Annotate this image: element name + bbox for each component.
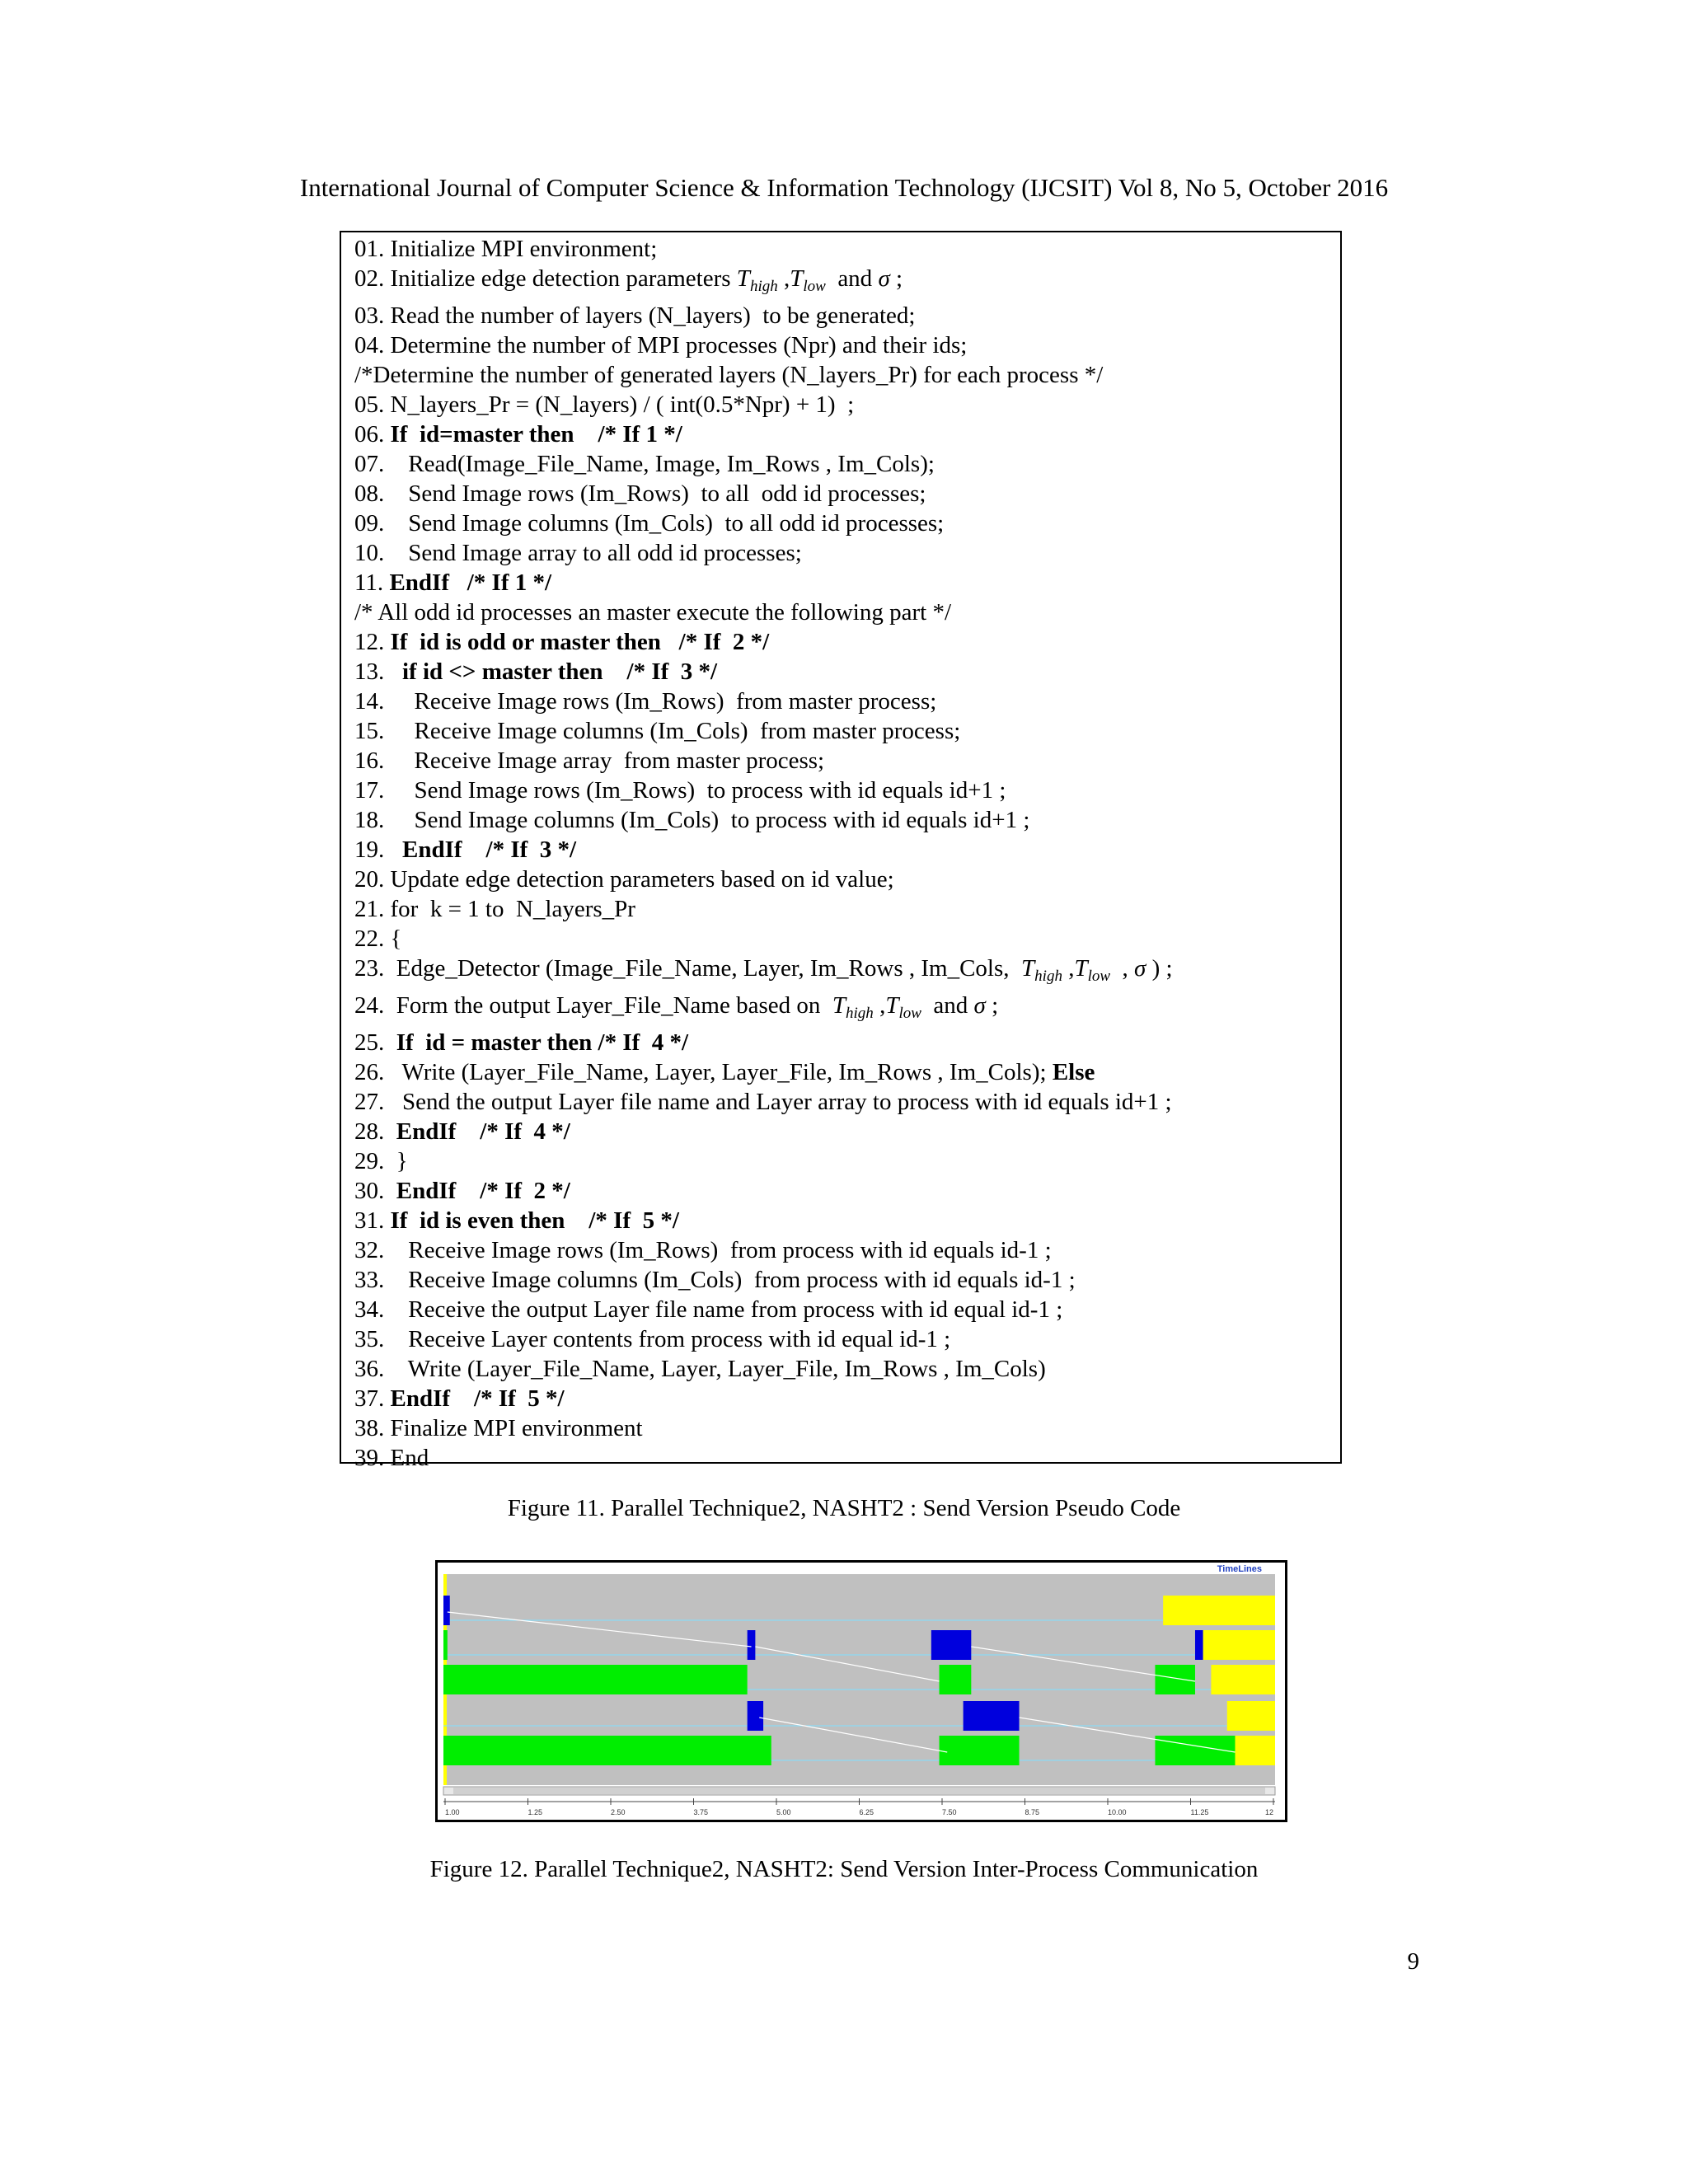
code-line [354,1384,565,1413]
line-text: EndIf /* If 1 */ [389,569,552,596]
line-text: Send Image columns (Im_Cols) to all odd id processes; [408,510,945,537]
segment-compute [443,1630,448,1660]
line-number: 34. [354,1296,409,1323]
line-text: EndIf /* If 3 */ [402,837,577,863]
line-number: 17. [354,777,415,804]
code-line [354,657,717,687]
line-text: for k = 1 to N_layers_Pr [390,896,635,922]
line-text: Determine the number of MPI processes (Npr) and their ids; [390,332,968,359]
line-number: 04. [354,332,391,359]
code-line [354,776,1006,805]
segment-compute [940,1665,972,1694]
axis-tick-label: 3.75 [693,1808,709,1816]
line-text: Send Image rows (Im_Rows) to process with id equals id+1 ; [414,777,1006,804]
code-line [354,1117,570,1146]
line-text: Send Image array to all odd id processes; [408,540,802,566]
line-text: } [396,1148,408,1174]
line-number: 05. [354,391,391,418]
line-text: Write (Layer_File_Name, Layer, Layer_File, Im_Rows , Im_Cols); Else [401,1059,1095,1085]
code-line [354,924,401,954]
segment-io [1211,1665,1275,1694]
code-line [354,1146,408,1176]
line-number: 27. [354,1089,402,1115]
axis-tick-label: 7.50 [942,1808,957,1816]
segment-compute [443,1665,748,1694]
code-line [354,805,1029,835]
line-number: 11. [354,569,390,596]
line-text: Read(Image_File_Name, Image, Im_Rows , Im_Cols); [408,451,935,477]
code-line [354,991,998,1029]
code-line [354,1206,679,1235]
code-line [354,954,1173,991]
line-number: 09. [354,510,409,537]
line-number: 23. [354,955,396,982]
line-number: 33. [354,1267,409,1293]
line-text: if id <> master then /* If 3 */ [402,658,718,685]
line-text: Send Image columns (Im_Cols) to process with id equals id+1 ; [414,807,1030,833]
timeline-title: TimeLines [1217,1564,1262,1574]
line-text: /*Determine the number of generated layers (N_layers_Pr) for each process */ [354,362,1104,388]
line-number: 31. [354,1207,391,1234]
line-number: 37. [354,1385,391,1412]
line-number: 01. [354,236,391,262]
line-number: 22. [354,926,391,952]
axis-tick-label: 10.00 [1108,1808,1127,1816]
code-line [354,627,769,657]
code-line [354,865,894,894]
segment-communication [964,1701,1020,1731]
line-text: Receive Layer contents from process with id equal id-1 ; [408,1326,951,1352]
segment-communication [931,1630,972,1660]
line-text: Edge_Detector (Image_File_Name, Layer, Im_Rows , Im_Cols, $T_{high}$ $,T_{low}$ , σ ) ; [396,955,1173,985]
code-line [354,1413,643,1443]
figure-12-caption: Figure 12. Parallel Technique2, NASHT2: Send Version Inter-Process Communication [429,1856,1259,1882]
line-text: Initialize MPI environment; [390,236,658,262]
line-text: Receive Image rows (Im_Rows) from process with id equals id-1 ; [408,1237,1052,1263]
line-text: Initialize edge detection parameters $T_{high}$ $,T_{low}$ and σ ; [390,265,903,295]
segment-communication [748,1630,756,1660]
line-text: Form the output Layer_File_Name based on $T_{high}$ $,T_{low}$ and σ ; [396,992,999,1022]
line-number: 16. [354,748,415,774]
segment-io [1163,1596,1275,1625]
line-number: 06. [354,421,391,448]
line-text: Receive Image columns (Im_Cols) from master process; [414,718,961,744]
line-number: 24. [354,992,396,1019]
axis-tick-label: 1.25 [528,1808,543,1816]
code-line [354,835,576,865]
code-line [354,746,824,776]
axis-tick-label: 2.50 [611,1808,626,1816]
line-text: N_layers_Pr = (N_layers) / ( int(0.5*Npr) + 1) ; [390,391,855,418]
code-line [354,1265,1076,1295]
code-line [354,330,967,360]
axis-tick-label: 12 [1264,1808,1273,1816]
figure-11-caption: Figure 11. Parallel Technique2, NASHT2 : Send Version Pseudo Code [507,1495,1181,1521]
line-text: If id = master then /* If 4 */ [396,1029,689,1056]
code-line [354,234,657,264]
line-number: 18. [354,807,415,833]
line-number: 25. [354,1029,396,1056]
line-number: 21. [354,896,391,922]
code-line [354,449,935,479]
code-line [354,360,1103,390]
code-line [354,1295,1062,1324]
axis-tick-label: 1.00 [445,1808,460,1816]
line-number: 28. [354,1118,396,1145]
line-number: 13. [354,658,402,685]
segment-compute [940,1736,1020,1765]
line-text: Update edge detection parameters based on id value; [390,866,894,893]
line-text: /* All odd id processes an master execute the following part */ [354,599,952,626]
line-text: Write (Layer_File_Name, Layer, Layer_File, Im_Rows , Im_Cols) [407,1356,1046,1382]
line-number: 38. [354,1415,391,1441]
line-number: 29. [354,1148,396,1174]
scrollbar-thumb [453,1788,1265,1794]
axis-tick-label: 11.25 [1190,1808,1209,1816]
code-line [354,538,802,568]
code-line [354,419,682,449]
code-line [354,264,903,302]
timeline-chart [438,1563,1285,1820]
axis-tick-label: 6.25 [859,1808,874,1816]
code-line [354,479,926,509]
line-text: Receive Image array from master process; [414,748,825,774]
code-line [354,894,635,924]
pseudo-code-box [340,231,1342,1471]
line-text: If id is even then /* If 5 */ [390,1207,679,1234]
line-text: If id=master then /* If 1 */ [390,421,682,448]
line-text: EndIf /* If 5 */ [390,1385,565,1412]
timeline-figure [435,1560,1287,1822]
line-text: Send Image rows (Im_Rows) to all odd id processes; [408,480,926,507]
line-text: Receive Image columns (Im_Cols) from process with id equals id-1 ; [408,1267,1076,1293]
code-line [354,1235,1052,1265]
code-line [354,1176,570,1206]
code-line [354,568,551,598]
line-text: Finalize MPI environment [390,1415,643,1441]
line-number: 08. [354,480,409,507]
line-number: 39. [354,1445,391,1471]
code-line [354,1354,1046,1384]
segment-communication [748,1701,763,1731]
line-number: 12. [354,629,391,655]
line-text: { [390,926,402,952]
code-line [354,598,951,627]
line-text: If id is odd or master then /* If 2 */ [390,629,770,655]
axis-tick-label: 8.75 [1025,1808,1040,1816]
line-number: 19. [354,837,402,863]
code-line [354,509,944,538]
line-number: 30. [354,1178,396,1204]
line-number: 15. [354,718,415,744]
segment-io [1227,1701,1275,1731]
line-text: Send the output Layer file name and Layer array to process with id equals id+1 ; [402,1089,1172,1115]
line-number: 10. [354,540,409,566]
line-number: 32. [354,1237,409,1263]
code-line [354,390,854,419]
segment-compute [443,1736,771,1765]
code-line [354,716,960,746]
line-number: 02. [354,265,391,292]
segment-communication [443,1596,450,1625]
line-text: EndIf /* If 2 */ [396,1178,570,1204]
line-text: Receive Image rows (Im_Rows) from master process; [414,688,937,715]
line-number: 35. [354,1326,409,1352]
line-number: 26. [354,1059,402,1085]
line-text: End [390,1445,429,1471]
segment-compute [1155,1665,1195,1694]
code-line [354,1057,1095,1087]
line-text: Receive the output Layer file name from process with id equal id-1 ; [408,1296,1063,1323]
axis-tick-label: 5.00 [776,1808,791,1816]
line-number: 03. [354,302,391,329]
line-number: 07. [354,451,409,477]
line-number: 20. [354,866,391,893]
line-number: 14. [354,688,415,715]
code-line [354,301,915,330]
segment-io [1235,1736,1275,1765]
code-line [354,687,936,716]
segment-io [1203,1630,1275,1660]
code-line [354,1443,429,1473]
line-text: Read the number of layers (N_layers) to be generated; [390,302,916,329]
code-line [354,1028,688,1057]
page-number: 9 [1407,1948,1419,1975]
line-text: EndIf /* If 4 */ [396,1118,570,1145]
code-line [354,1087,1172,1117]
segment-communication [1195,1630,1203,1660]
code-line [354,1324,950,1354]
line-number: 36. [354,1356,408,1382]
journal-header: International Journal of Computer Science & Information Technology (IJCSIT) Vol 8, No 5, October 2016 [299,173,1389,202]
